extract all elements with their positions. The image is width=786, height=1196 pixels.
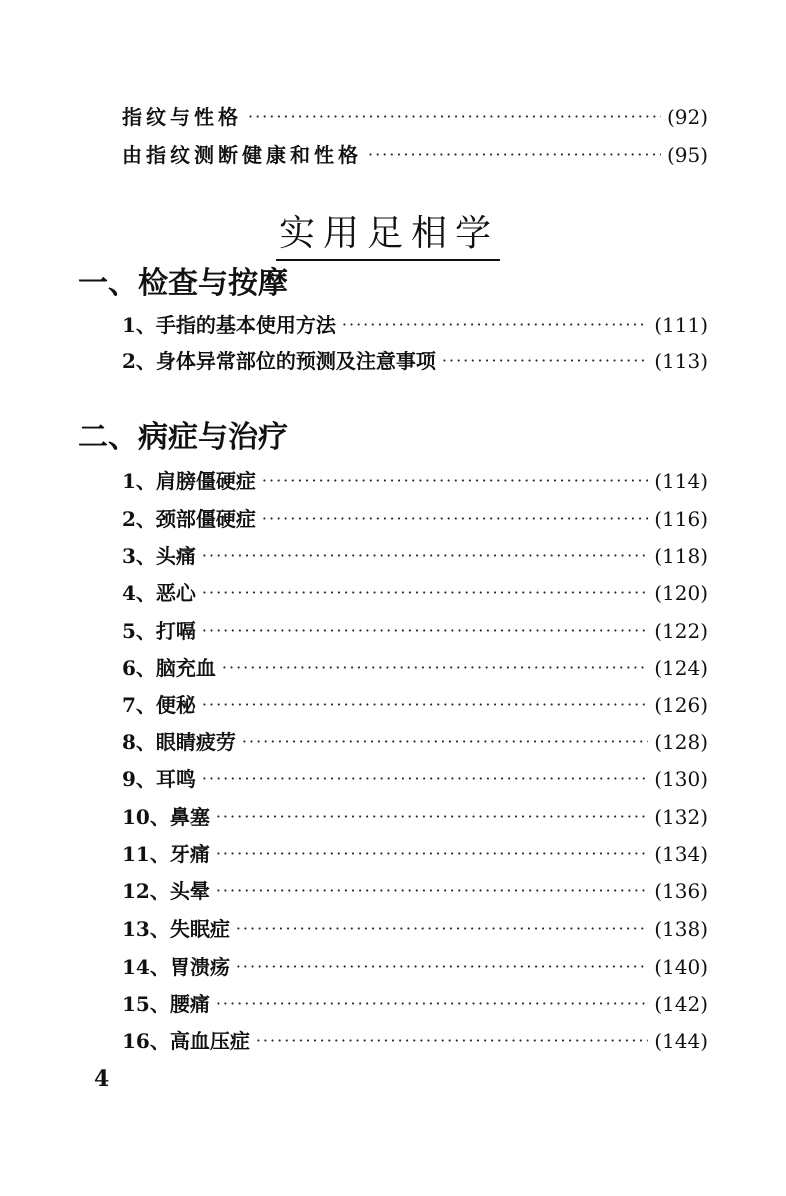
toc-entry <box>122 876 708 906</box>
entry-page: (136) <box>654 879 708 903</box>
toc-entry <box>122 616 708 646</box>
leader-dots <box>248 102 661 132</box>
leader-dots <box>342 310 648 340</box>
entry-title: 6、脑充血 <box>122 656 216 680</box>
entry-title: 15、腰痛 <box>122 992 210 1016</box>
toc-entry <box>122 346 708 376</box>
toc-entry <box>122 952 708 982</box>
toc-entry <box>122 690 708 720</box>
entry-title: 11、牙痛 <box>122 842 210 866</box>
toc-entry <box>122 989 708 1019</box>
leader-dots <box>216 876 648 906</box>
leader-dots <box>202 578 648 608</box>
entry-page: (92) <box>666 105 708 129</box>
toc-entry <box>122 140 708 170</box>
entry-title: 指纹与性格 <box>122 105 242 129</box>
entry-title: 3、头痛 <box>122 544 196 568</box>
toc-entry <box>122 802 708 832</box>
leader-dots <box>216 989 648 1019</box>
leader-dots <box>216 839 648 869</box>
leader-dots <box>202 764 648 794</box>
section-underline <box>276 259 500 261</box>
leader-dots <box>236 952 648 982</box>
entry-title: 9、耳鸣 <box>122 767 196 791</box>
toc-entry <box>122 578 708 608</box>
entry-title: 13、失眠症 <box>122 917 230 941</box>
entry-page: (144) <box>654 1029 708 1053</box>
toc-entry <box>122 310 708 340</box>
leader-dots <box>202 616 648 646</box>
entry-page: (134) <box>654 842 708 866</box>
entry-title: 12、头晕 <box>122 879 210 903</box>
page-number: 4 <box>94 1066 110 1092</box>
entry-title: 8、眼睛疲劳 <box>122 730 236 754</box>
entry-title: 1、肩膀僵硬症 <box>122 469 256 493</box>
entry-title: 10、鼻塞 <box>122 805 210 829</box>
leader-dots <box>236 914 648 944</box>
chapter-heading: 二、病症与治疗 <box>78 420 288 455</box>
entry-page: (132) <box>654 805 708 829</box>
leader-dots <box>262 466 648 496</box>
entry-title: 16、高血压症 <box>122 1029 250 1053</box>
entry-page: (122) <box>654 619 708 643</box>
leader-dots <box>242 727 648 757</box>
toc-entry <box>122 466 708 496</box>
entry-title: 2、身体异常部位的预测及注意事项 <box>122 349 436 373</box>
entry-page: (95) <box>666 143 708 167</box>
entry-page: (111) <box>654 313 708 337</box>
entry-page: (140) <box>654 955 708 979</box>
toc-entry <box>122 1026 708 1056</box>
entry-page: (126) <box>654 693 708 717</box>
leader-dots <box>256 1026 648 1056</box>
toc-entry <box>122 839 708 869</box>
entry-title: 1、手指的基本使用方法 <box>122 313 336 337</box>
entry-page: (128) <box>654 730 708 754</box>
entry-title: 14、胃溃疡 <box>122 955 230 979</box>
chapter-heading: 一、检查与按摩 <box>78 266 288 301</box>
section-title: 实用足相学 <box>278 213 499 254</box>
toc-entry <box>122 727 708 757</box>
entry-page: (130) <box>654 767 708 791</box>
entry-page: (142) <box>654 992 708 1016</box>
toc-entry <box>122 914 708 944</box>
leader-dots <box>222 653 648 683</box>
entry-page: (116) <box>654 507 708 531</box>
entry-title: 2、颈部僵硬症 <box>122 507 256 531</box>
toc-entry <box>122 653 708 683</box>
leader-dots <box>368 140 661 170</box>
entry-page: (114) <box>654 469 708 493</box>
leader-dots <box>442 346 648 376</box>
toc-entry <box>122 102 708 132</box>
entry-title: 4、恶心 <box>122 581 196 605</box>
entry-page: (118) <box>654 544 708 568</box>
toc-entry <box>122 541 708 571</box>
entry-page: (113) <box>654 349 708 373</box>
leader-dots <box>216 802 648 832</box>
entry-title: 由指纹测断健康和性格 <box>122 143 362 167</box>
entry-page: (138) <box>654 917 708 941</box>
entry-page: (120) <box>654 581 708 605</box>
leader-dots <box>202 541 648 571</box>
leader-dots <box>202 690 648 720</box>
toc-entry <box>122 764 708 794</box>
entry-page: (124) <box>654 656 708 680</box>
toc-entry <box>122 504 708 534</box>
entry-title: 7、便秘 <box>122 693 196 717</box>
entry-title: 5、打嗝 <box>122 619 196 643</box>
leader-dots <box>262 504 648 534</box>
